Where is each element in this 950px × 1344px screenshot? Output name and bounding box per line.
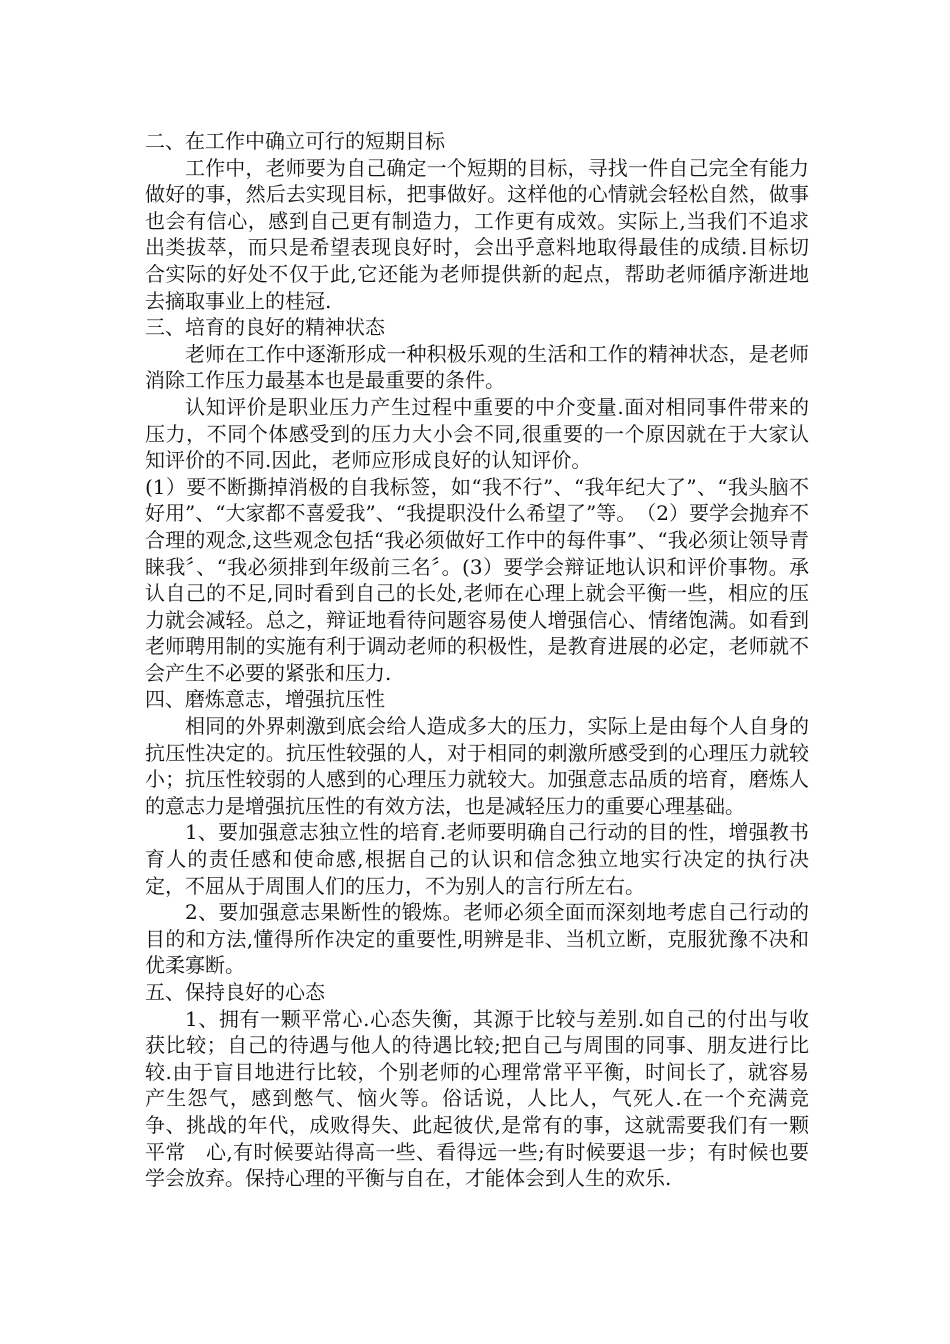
section-heading: 二、在工作中确立可行的短期目标 [145,129,445,153]
document-page [145,128,809,1192]
body-paragraph: 认知评价是职业压力产生过程中重要的中介变量.面对相同事件带来的压力，不同个体感受到的压力大小会不同,很重要的一个原因就在于大家认知评价的不同.因此，老师应形成良好的认知评价。 [145,394,809,473]
section-short-term-goals [145,128,809,314]
body-paragraph: 2、要加强意志果断性的锻炼。老师必须全面而深刻地考虑自己行动的目的和方法,懂得所作决定的重要性,明辨是非、当机立断，克服犹豫不决和优柔寡断。 [145,900,809,978]
body-paragraph: (1）要不断撕掉消极的自我标签，如“我不行”、“我年纪大了”、“我头脑不好用”、“大家都不喜爱我”、“我提职没什么希望了”等。 （2）要学会抛弃不合理的观念,这些观念包括“我必须做好工作中的每件事”、“我必须让领导青睐我〞、“我必须排到年级前三名〞。(3）要学会辩证地认识和评价事物。承认自己的不足,同时看到自己的长处,老师在心理上就会平衡一些，相应的压力就会减轻。总之，辩证地看待问题容易使人增强信心、情绪饱满。如看到老师聘用制的实施有利于调动老师的积极性，是教育进展的必定，老师就不会产生不必要的紧张和压力. [145,474,809,685]
body-paragraph: 1、拥有一颗平常心.心态失衡，其源于比较与差别.如自己的付出与收获比较；自己的待遇与他人的待遇比较;把自己与周围的同事、朋友进行比较.由于盲目地进行比较，个别老师的心理常常平平衡，时间长了，就容易产生怨气，感到憋气、恼火等。俗话说，人比人，气死人.在一个充满竞争、挑战的年代，成败得失、此起彼伏,是常有的事，这就需要我们有一颗平常 心,有时候要站得高一些、看得远一些;有时候要退一步；有时候也要学会放弃。保持心理的平衡与自在，才能体会到人生的欢乐. [145,1006,809,1191]
body-paragraph: 老师在工作中逐渐形成一种积极乐观的生活和工作的精神状态，是老师消除工作压力最基本也是最重要的条件。 [145,341,809,393]
section-willpower [145,686,809,979]
body-paragraph: 相同的外界刺激到底会给人造成多大的压力，实际上是由每个人自身的抗压性决定的。抗压性较强的人，对于相同的刺激所感受到的心理压力就较小；抗压性较弱的人感到的心理压力就较大。加强意志品质的培育，磨炼人的意志力是增强抗压性的有效方法，也是减轻压力的重要心理基础。 [145,714,809,818]
body-paragraph: 1、要加强意志独立性的培育.老师要明确自己行动的目的性，增强教书育人的责任感和使命感,根据自己的认识和信念独立地实行决定的执行决定，不屈从于周围人们的压力，不为别人的言行所左右。 [145,820,809,898]
section-mental-state [145,314,809,686]
section-heading: 四、磨炼意志，增强抗压性 [145,687,385,712]
body-paragraph: 工作中，老师要为自己确定一个短期的目标，寻找一件自己完全有能力做好的事，然后去实现目标，把事做好。这样他的心情就会轻松自然，做事也会有信心，感到自己更有制造力，工作更有成效。实际上,当我们不追求出类拔萃，而只是希望表现良好时，会出乎意料地取得最佳的成绩.目标切合实际的好处不仅于此,它还能为老师提供新的起点，帮助老师循序渐进地去摘取事业上的桂冠. [145,155,809,313]
section-heading: 五、保持良好的心态 [145,980,325,1004]
section-heading: 三、培育的良好的精神状态 [145,315,385,340]
section-good-mindset [145,979,809,1192]
